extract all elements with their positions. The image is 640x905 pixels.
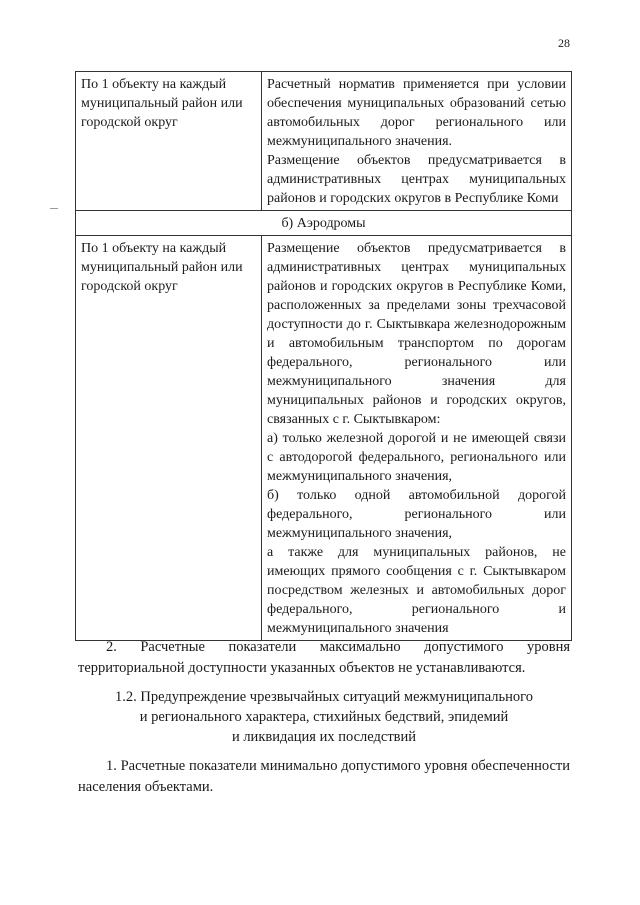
table-cell-note bbox=[262, 72, 572, 211]
note-paragraph: Размещение объектов предусматривается в административных центрах муниципальных районов и городских округов в Республике Коми, расположенных за пределами зоны трехчасовой доступности до г. Сыктывкара железнодорожным и автомобильным транспортом по дорогам федерального, регионального или межмуниципального значения для муниципальных районов и городских округов, связанных с г. Сыктывкаром: bbox=[267, 241, 566, 427]
heading-line: и ликвидация их последствий bbox=[231, 729, 417, 745]
note-paragraph: Размещение объектов предусматривается в административных центрах муниципальных районов и городских округов в Республике Коми bbox=[267, 153, 566, 206]
paragraph-accessibility: 2. Расчетные показатели максимально допустимого уровня территориальной доступности указанных объектов не устанавливаются. bbox=[78, 639, 570, 676]
note-paragraph: Расчетный норматив применяется при условии обеспечения муниципальных образований сетью автомобильных дорог регионального или межмуниципального значения. bbox=[267, 77, 566, 149]
heading-line: и регионального характера, стихийных бедствий, эпидемий bbox=[139, 709, 509, 725]
norms-table bbox=[75, 71, 572, 641]
paragraph-provision: 1. Расчетные показатели минимально допустимого уровня обеспеченности населения объектами. bbox=[78, 758, 570, 795]
section-title-airfields: б) Аэродромы bbox=[76, 211, 572, 236]
table-section-row bbox=[76, 211, 572, 236]
margin-mark bbox=[50, 208, 58, 209]
page-number: 28 bbox=[558, 36, 570, 50]
table-cell-placement-norm: По 1 объекту на каждый муниципальный район или городской округ bbox=[76, 236, 262, 641]
note-paragraph: а) только железной дорогой и не имеющей связи с автодорогой федерального, регионального или межмуниципального значения, bbox=[267, 431, 566, 484]
note-paragraph: б) только одной автомобильной дорогой федерального, регионального или межмуниципального значения, bbox=[267, 488, 566, 541]
heading-line: 1.2. Предупреждение чрезвычайных ситуаций межмуниципального bbox=[114, 689, 533, 705]
table-cell-placement-norm: По 1 объекту на каждый муниципальный район или городской округ bbox=[76, 72, 262, 211]
table-cell-note bbox=[262, 236, 572, 641]
note-paragraph: а также для муниципальных районов, не имеющих прямого сообщения с г. Сыктывкаром посредством железных и автомобильных дорог федерального, регионального и межмуниципального значения bbox=[267, 545, 566, 636]
section-heading bbox=[78, 687, 570, 747]
table-row bbox=[76, 236, 572, 641]
table-row bbox=[76, 72, 572, 211]
